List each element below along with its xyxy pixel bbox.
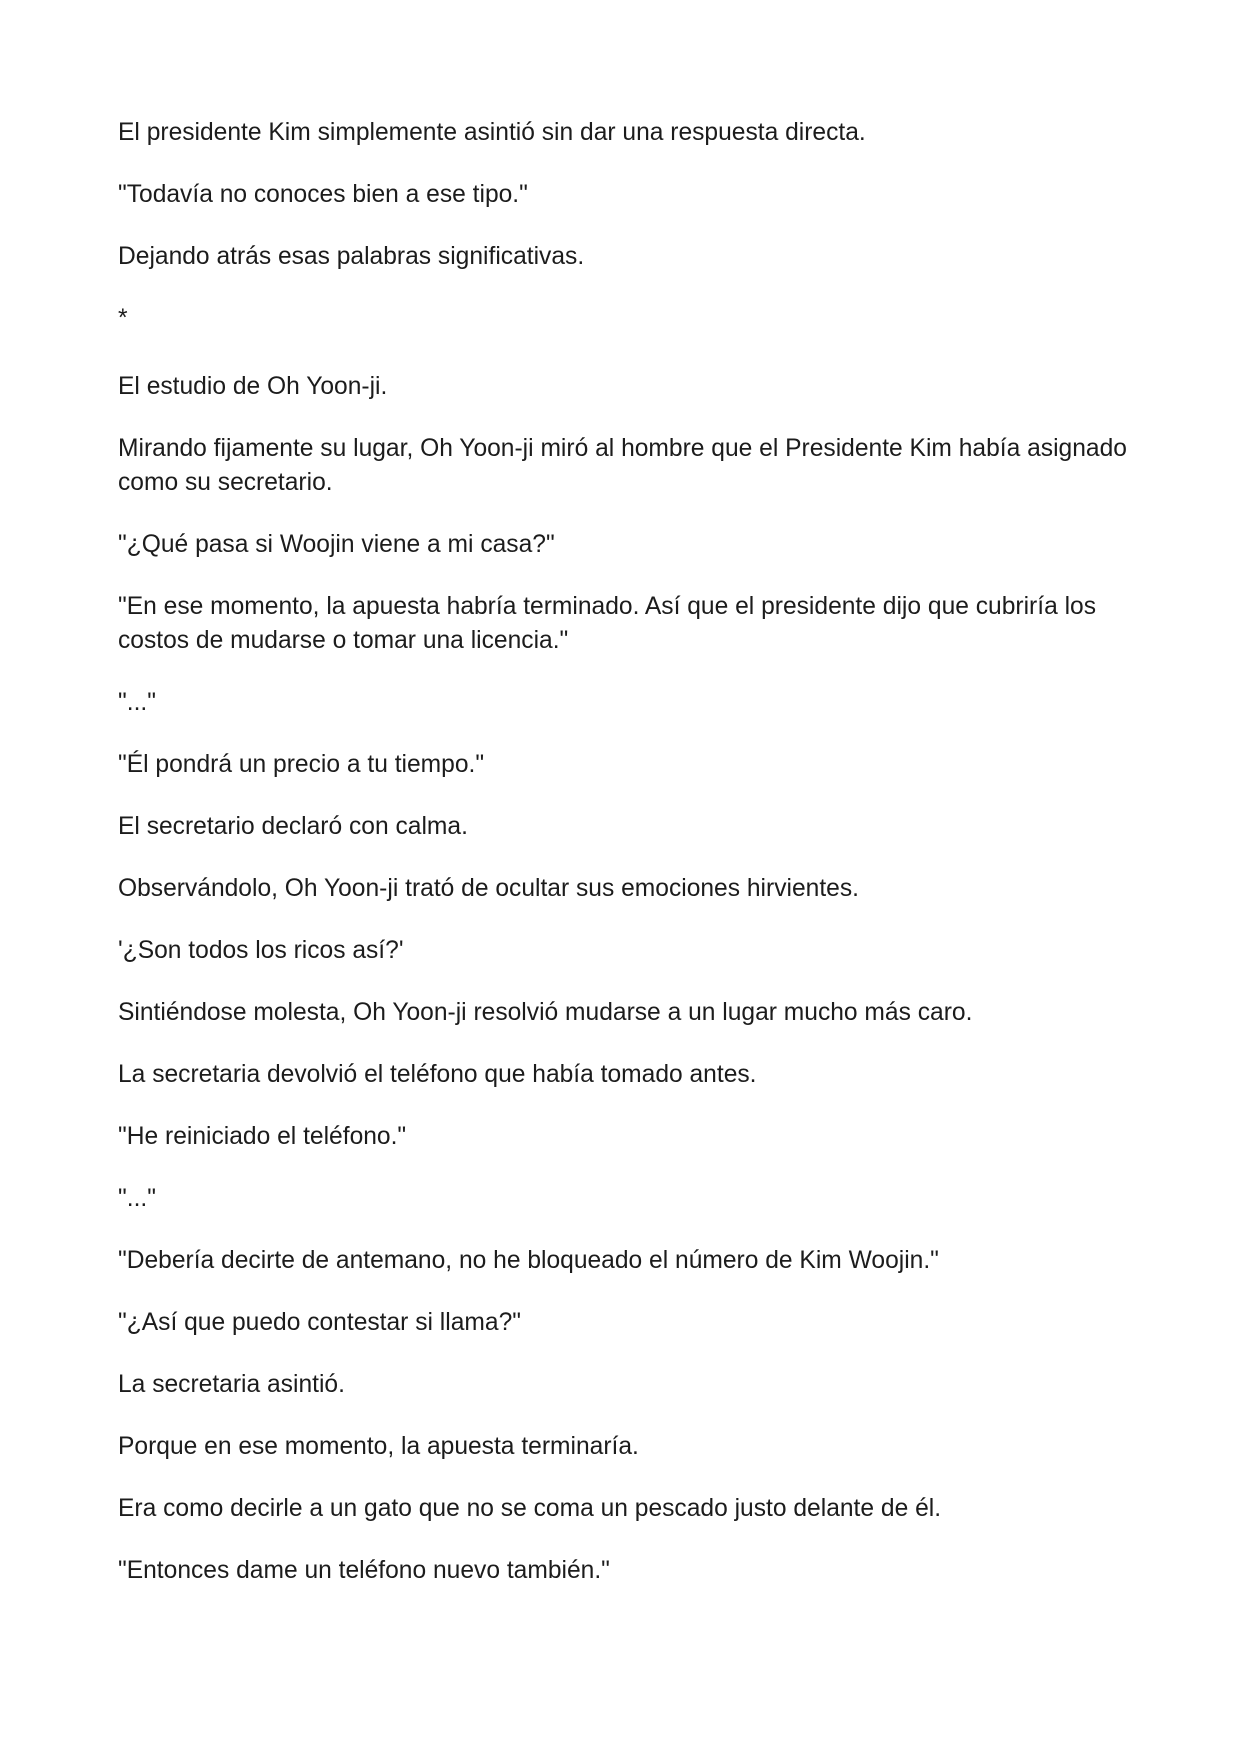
paragraph: "¿Qué pasa si Woojin viene a mi casa?" [118,531,555,558]
paragraph: La secretaria asintió. [118,1371,345,1398]
paragraph: "He reiniciado el teléfono." [118,1123,407,1150]
paragraph: Dejando atrás esas palabras significativas. [118,243,585,270]
document-body [118,116,1128,1616]
paragraph: El presidente Kim simplemente asintió sin dar una respuesta directa. [118,119,866,146]
scene-break-asterisk: * [118,305,128,332]
paragraph: Mirando fijamente su lugar, Oh Yoon-ji miró al hombre que el Presidente Kim había asignado como su secretario. [118,435,1127,496]
paragraph: Era como decirle a un gato que no se coma un pescado justo delante de él. [118,1495,942,1522]
paragraph: "Debería decirte de antemano, no he bloqueado el número de Kim Woojin." [118,1247,939,1274]
paragraph: Observándolo, Oh Yoon-ji trató de ocultar sus emociones hirvientes. [118,875,859,902]
paragraph: "Todavía no conoces bien a ese tipo." [118,181,528,208]
paragraph: Porque en ese momento, la apuesta terminaría. [118,1433,639,1460]
paragraph: "¿Así que puedo contestar si llama?" [118,1309,521,1336]
paragraph: "..." [118,689,156,716]
paragraph: "..." [118,1185,156,1212]
paragraph: Sintiéndose molesta, Oh Yoon-ji resolvió mudarse a un lugar mucho más caro. [118,999,973,1026]
paragraph: El secretario declaró con calma. [118,813,468,840]
paragraph: "Él pondrá un precio a tu tiempo." [118,751,485,778]
paragraph: La secretaria devolvió el teléfono que había tomado antes. [118,1061,757,1088]
paragraph: '¿Son todos los ricos así?' [118,937,404,964]
paragraph: "Entonces dame un teléfono nuevo también." [118,1557,610,1584]
paragraph: El estudio de Oh Yoon-ji. [118,373,388,400]
paragraph: "En ese momento, la apuesta habría terminado. Así que el presidente dijo que cubriría los costos de mudarse o tomar una licencia." [118,593,1097,654]
